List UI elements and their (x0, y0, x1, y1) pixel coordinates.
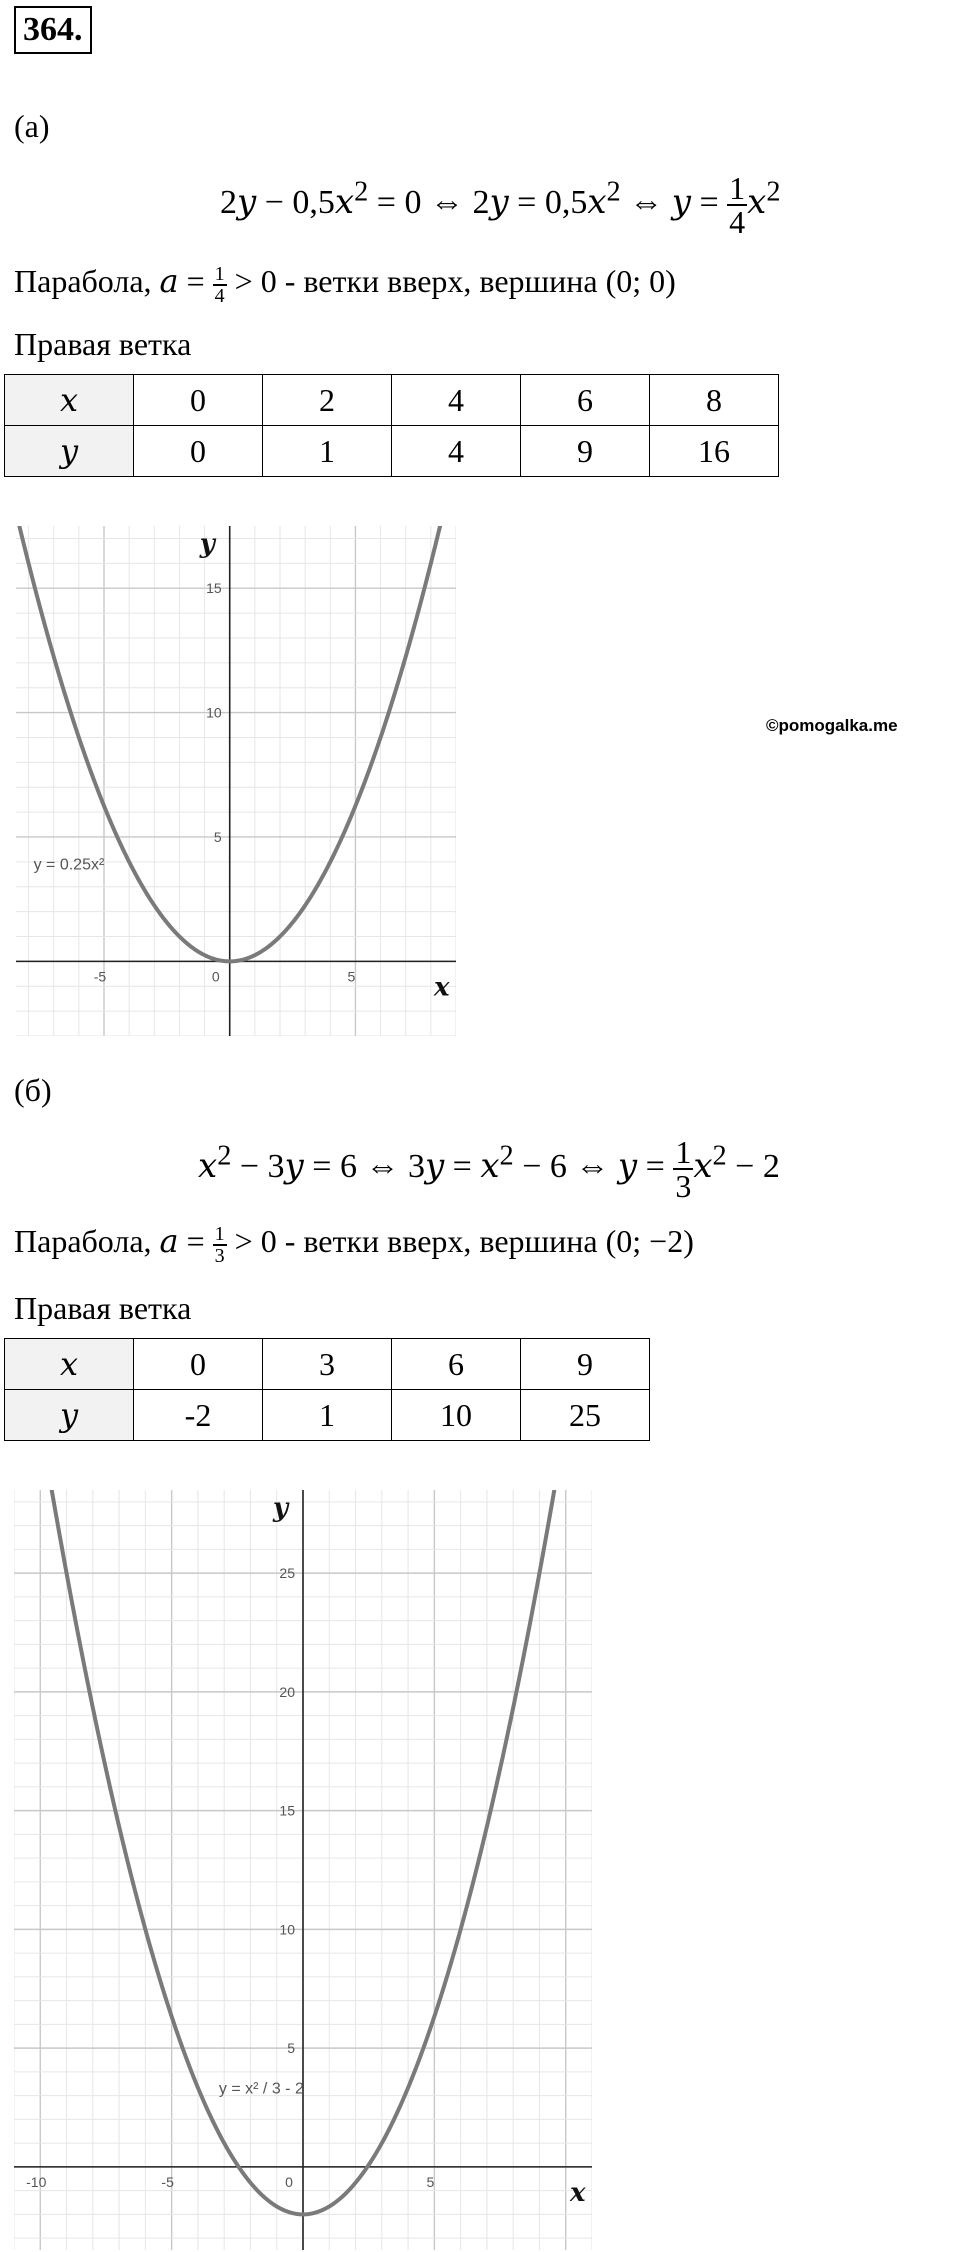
x-tick-label: -5 (93, 968, 107, 985)
y-tick-label: 10 (279, 1921, 295, 1938)
fraction-numerator: 1 (729, 170, 746, 206)
eq-exp: 2 (217, 1140, 232, 1172)
problem-number: 364. (14, 6, 92, 54)
x-axis-label: x (434, 972, 450, 1003)
y-tick-label: 5 (213, 828, 222, 845)
eq-var: x (747, 181, 767, 222)
fraction-denominator: 4 (214, 284, 225, 307)
eq-text: = (444, 1147, 481, 1185)
desc-fraction (213, 1224, 227, 1266)
eq-var: y (237, 181, 257, 222)
part-a-label: (а) (14, 108, 50, 144)
table-cell: 25 (521, 1390, 650, 1441)
desc-fraction (213, 264, 227, 306)
fraction-denominator: 4 (729, 204, 746, 240)
eq-var: x (334, 181, 355, 222)
part-b-equation (198, 1136, 780, 1202)
eq-fraction (673, 1136, 693, 1202)
table-cell: 9 (521, 1339, 650, 1390)
part-a-equation (220, 172, 780, 238)
y-tick-label: 15 (279, 1802, 295, 1819)
eq-exp: 2 (606, 176, 621, 208)
table-cell: 1 (263, 1390, 392, 1441)
part-a-description (14, 262, 676, 306)
eq-var: y (671, 181, 691, 222)
table-cell: 4 (392, 426, 521, 477)
eq-var: y (284, 1145, 304, 1186)
y-tick-label: 15 (206, 580, 222, 597)
watermark: ©pomogalka.me (766, 716, 898, 735)
y-tick-label: 20 (279, 1683, 295, 1700)
eq-text: ⇔ (620, 183, 672, 221)
eq-text: 2 (220, 183, 237, 221)
fraction-numerator: 1 (675, 1134, 692, 1170)
eq-exp: 2 (766, 176, 781, 208)
desc-text: = (178, 1223, 213, 1259)
eq-var: x (198, 1145, 218, 1186)
table-cell: 8 (650, 375, 779, 426)
desc-text: > 0 - ветки вверх, вершина (0; −2) (226, 1223, 694, 1259)
desc-text: = (178, 263, 213, 299)
fraction-denominator: 3 (675, 1168, 692, 1204)
y-axis-label: y (273, 1493, 289, 1523)
desc-var: a (159, 1222, 179, 1260)
eq-var: x (587, 181, 607, 222)
table-header-x: x (5, 375, 134, 426)
part-b-value-table (4, 1338, 650, 1441)
eq-text: = (690, 183, 728, 221)
table-row (5, 1339, 650, 1390)
table-cell: 2 (263, 375, 392, 426)
table-cell: 6 (392, 1339, 521, 1390)
x-tick-label: -5 (161, 2173, 174, 2190)
parabola-curve (16, 526, 456, 961)
eq-exp: 2 (354, 176, 369, 208)
curve-label: y = 0.25x² (33, 856, 105, 874)
x-tick-label: 0 (285, 2173, 293, 2190)
table-row (5, 1390, 650, 1441)
eq-exp: 2 (712, 1140, 727, 1172)
table-cell: 6 (521, 375, 650, 426)
eq-var: x (480, 1145, 500, 1186)
eq-var: x (693, 1145, 713, 1186)
eq-text: − 3 (231, 1147, 285, 1185)
parabola-chart-b (14, 1490, 592, 2250)
eq-text: − 6 ⇔ (513, 1147, 618, 1185)
table-cell: 1 (263, 426, 392, 477)
y-tick-label: 25 (279, 1565, 295, 1582)
table-header-x: x (5, 1339, 134, 1390)
x-tick-label: 5 (426, 2173, 435, 2190)
table-header-y: y (5, 426, 134, 477)
part-b-description (14, 1222, 694, 1266)
eq-fraction (727, 172, 747, 238)
eq-text: − 2 (726, 1147, 780, 1185)
eq-var: y (424, 1145, 445, 1186)
table-header-y: y (5, 1390, 134, 1441)
part-b-branch-label: Правая ветка (14, 1290, 192, 1326)
table-cell: 10 (392, 1390, 521, 1441)
table-cell: 0 (134, 426, 263, 477)
fraction-numerator: 1 (214, 1222, 225, 1245)
y-axis-label: y (199, 529, 215, 559)
desc-text: > 0 - ветки вверх, вершина (0; 0) (226, 263, 676, 299)
y-tick-label: 10 (206, 704, 222, 721)
part-a-value-table (4, 374, 779, 477)
x-tick-label: 0 (211, 968, 220, 985)
eq-text: = (637, 1147, 674, 1185)
table-cell: 0 (134, 375, 263, 426)
x-tick-label: -10 (26, 2173, 47, 2190)
fraction-numerator: 1 (214, 262, 225, 285)
eq-text: = 6 ⇔ 3 (303, 1147, 425, 1185)
fraction-denominator: 3 (214, 1244, 225, 1267)
table-row (5, 375, 779, 426)
eq-exp: 2 (499, 1140, 514, 1172)
desc-text: Парабола, (14, 263, 160, 299)
table-row (5, 426, 779, 477)
table-cell: 9 (521, 426, 650, 477)
table-cell: 4 (392, 375, 521, 426)
table-cell: 0 (134, 1339, 263, 1390)
eq-var: y (489, 181, 509, 222)
eq-text: − 0,5 (256, 183, 335, 221)
table-cell: 16 (650, 426, 779, 477)
eq-text: = 0 ⇔ 2 (368, 183, 490, 221)
eq-var: y (617, 1145, 638, 1186)
desc-text: Парабола, (14, 1223, 160, 1259)
x-axis-label: x (570, 2177, 586, 2208)
x-tick-label: 5 (347, 968, 356, 985)
table-cell: 3 (263, 1339, 392, 1390)
part-a-branch-label: Правая ветка (14, 326, 192, 362)
part-b-label: (б) (14, 1072, 52, 1108)
curve-label: y = x² / 3 - 2 (218, 2080, 304, 2098)
eq-text: = 0,5 (508, 183, 588, 221)
table-cell: -2 (134, 1390, 263, 1441)
y-tick-label: 5 (287, 2040, 295, 2057)
desc-var: a (159, 262, 179, 300)
parabola-chart-a (16, 526, 456, 1036)
